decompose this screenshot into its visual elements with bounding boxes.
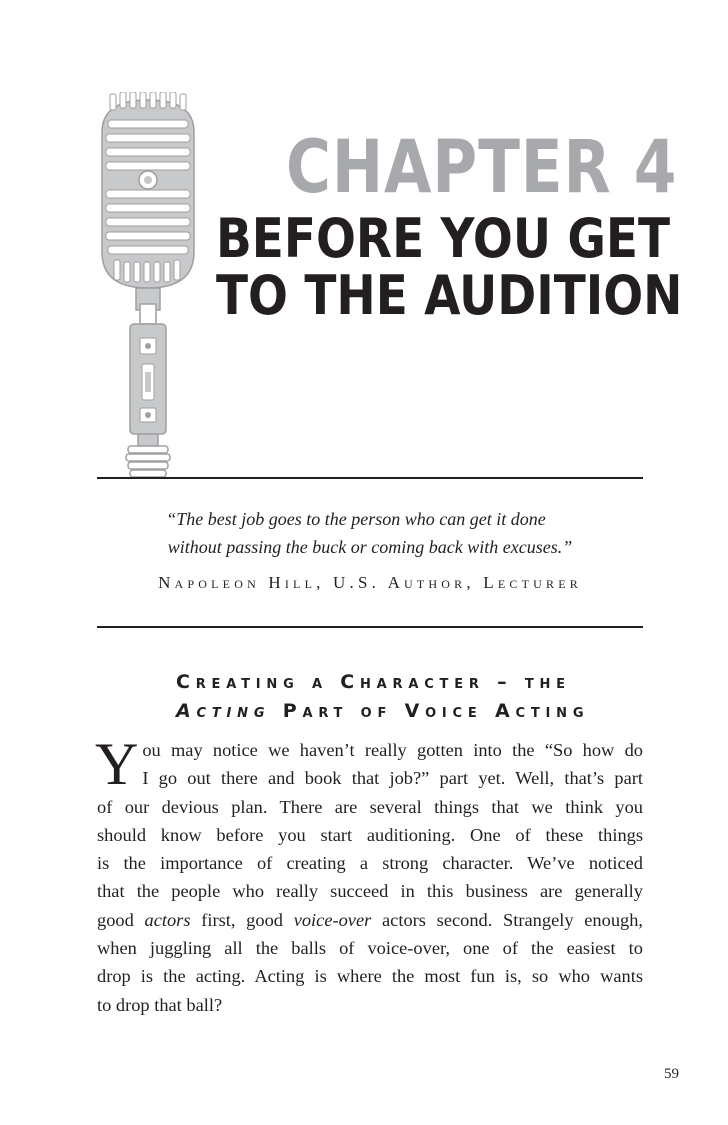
body-text-run: actors second. Strangely enough,: [371, 909, 643, 930]
body-line: drop is the acting. Acting is where the most fun is, so who wants: [97, 966, 643, 987]
epigraph-line-1: “The best job goes to the person who can get it done: [166, 509, 546, 529]
chapter-number: CHAPTER 4: [286, 125, 678, 210]
chapter-title-line-1: BEFORE YOU GET: [216, 207, 671, 270]
body-line: of our devious plan. There are several things that we think you: [97, 796, 643, 817]
vintage-microphone-icon: [92, 92, 204, 482]
section-heading: [176, 668, 596, 726]
body-line: that the people who really succeed in this business are generally: [97, 881, 643, 902]
section-heading-line-2: [176, 697, 596, 726]
body-line: to drop that ball?: [97, 994, 223, 1015]
body-text-run: good: [97, 909, 145, 930]
section-heading-emphasis: Acting: [176, 700, 271, 722]
page-number: 59: [664, 1066, 679, 1082]
body-paragraph: [95, 731, 643, 1019]
chapter-title: [216, 207, 683, 327]
body-text-run: first, good: [190, 909, 294, 930]
chapter-title-line-2: TO THE AUDITION: [216, 264, 683, 327]
divider-top: [97, 477, 643, 479]
epigraph-attribution: Napoleon Hill, U.S. Author, Lecturer: [158, 573, 582, 592]
divider-bottom: [97, 626, 643, 628]
drop-cap: Y: [95, 731, 139, 797]
body-line: is the importance of creating a strong character. We’ve noticed: [97, 853, 643, 874]
body-emphasis: actors: [144, 909, 191, 930]
section-heading-line-2-rest: Part of Voice Acting: [270, 700, 590, 722]
section-heading-line-1: Creating a Character – the: [176, 671, 571, 693]
body-line: ou may notice we haven’t really gotten into the “So how do: [142, 740, 643, 760]
body-line: when juggling all the balls of voice-over, one of the easiest to: [97, 938, 643, 959]
body-line: [97, 906, 643, 934]
body-emphasis: voice-over: [293, 909, 372, 930]
body-line: should know before you start auditioning. One of these things: [97, 824, 643, 845]
epigraph-line-2: without passing the buck or coming back with excuses.”: [167, 537, 573, 557]
body-line: I go out there and book that job?” part yet. Well, that’s part: [142, 768, 643, 789]
epigraph-quote: [97, 505, 643, 561]
